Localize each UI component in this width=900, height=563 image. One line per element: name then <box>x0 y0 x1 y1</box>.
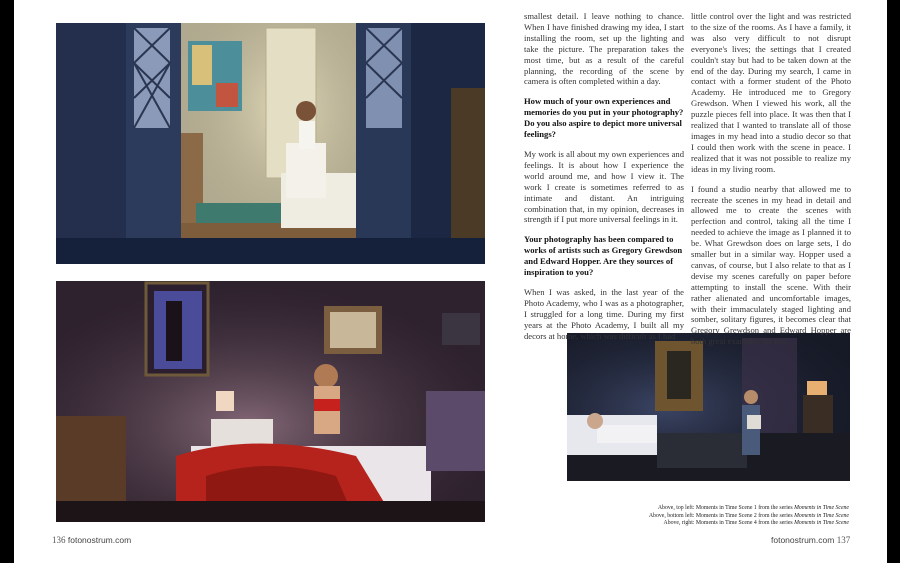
photo-bottom-left <box>56 281 485 522</box>
footer-left <box>52 535 131 545</box>
interview-question: How much of your own experiences and memories do you put in your photography? Do you also aspire to depict more universal feelings? <box>524 96 684 140</box>
article-column-1 <box>524 11 684 350</box>
photo-top-left-image <box>56 23 485 264</box>
caption-line: Above, right: Moments in Time Scene 4 from the series Moments in Time Scene <box>663 520 849 527</box>
photo-top-left <box>56 23 485 264</box>
page-number-left: 136 <box>52 535 66 545</box>
footer-site-left: fotonostrum.com <box>67 535 132 545</box>
article-paragraph: When I was asked, in the last year of the Photo Academy, who I was as a photographer, I struggled for a long time. During my first years at the Photo Academy, I built all my decors at home, which was difficult as I had <box>524 286 684 341</box>
footer-site-right: fotonostrum.com <box>771 535 835 545</box>
article-paragraph: smallest detail. I leave nothing to chance. When I have finished drawing my idea, I start installing the room, set up the lighting and take the picture. The preparation takes the most time, but as a result of the careful planning, the recording of the scene by camera is often completed within a day. <box>524 11 684 87</box>
page-number-right: 137 <box>836 535 851 545</box>
photo-bottom-left-image <box>56 281 485 522</box>
footer-right <box>771 535 850 545</box>
magazine-spread <box>14 0 887 563</box>
caption-line: Above, top left: Moments in Time Scene 1 from the series Moments in Time Scene <box>657 505 849 511</box>
interview-question: Your photography has been compared to works of artists such as Gregory Grewdson and Edward Hopper. Are they sources of inspiration to you? <box>524 234 683 278</box>
photo-captions <box>549 505 849 528</box>
article-paragraph: I found a studio nearby that allowed me to recreate the scenes in my head in detail and allowed me to create the scenes with perfection and control, taking all the time I needed to achieve the image as I planned it to be. What Grewdson does on large sets, I do smaller but in a similar way. Hopper used a canvas, of course, but I also relate to that as I devise my scenes carefully on paper before attempting to install the scene. With their rather alienated and uncomfortable images, with their immaculately staged lighting and somber, solitary figures, it becomes clear that Gregory Grewdson and Edward Hopper are both great examples for me. <box>691 183 851 347</box>
article-column-2 <box>691 11 851 356</box>
caption-line: Above, bottom left: Moments in Time Scene 2 from the series Moments in Time Scene <box>648 512 849 519</box>
article-paragraph: little control over the light and was restricted to the size of the rooms. As I have a family, it was also very difficult to not disrupt everyone's lives; the settings that I created couldn't stay but had to be taken down at the end of the day. During my search, I came in contact with a former student of the Photo Academy. He introduced me to Gregory Grewdson. When I viewed his work, all the puzzle pieces fell into place. It was then that I realized that I wanted to translate all of those images in my head into a studio decor so that I could then work with the scene in peace. I realized that it was not possible to realize my ideas in my living room. <box>691 11 851 174</box>
article-paragraph: My work is all about my own experiences and feelings. It is about how I experience the world around me, and how I view it. The work I create is sometimes referred to as intimate and distant. An intriguing combination that, in my opinion, decreases in strength if I put more universal feelings in it. <box>524 148 684 225</box>
